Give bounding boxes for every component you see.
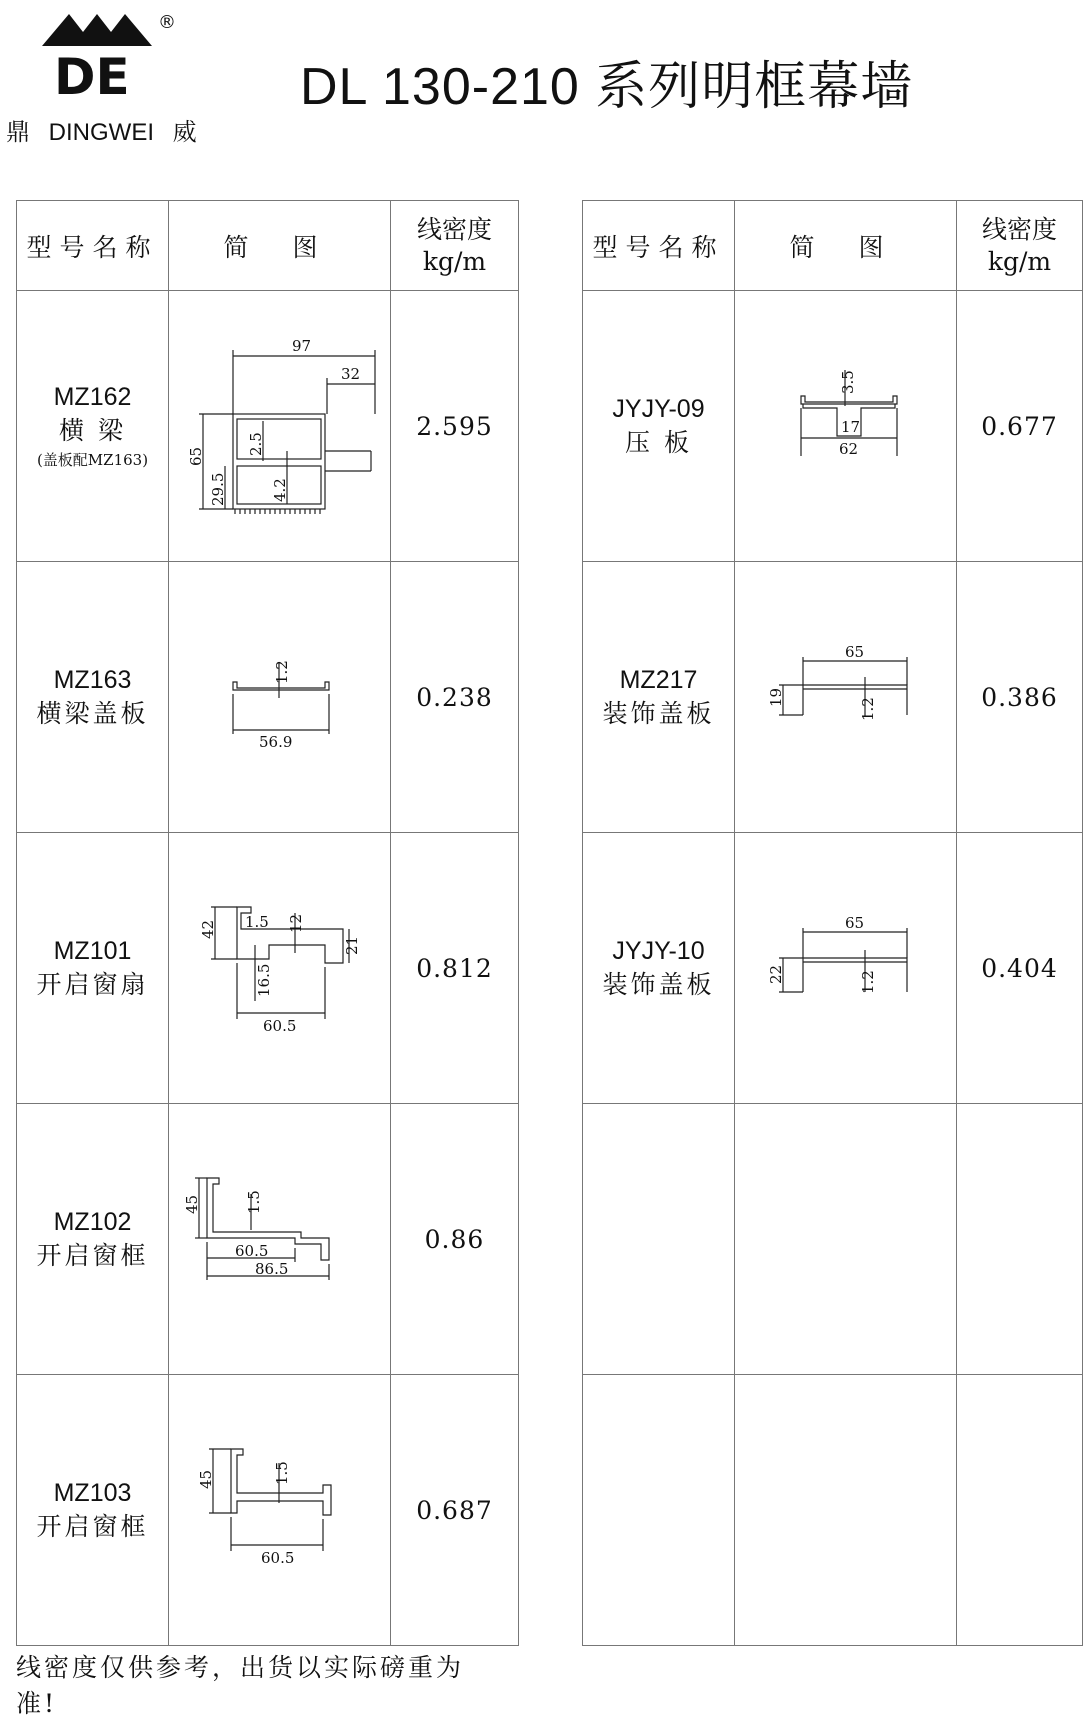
density-cell: 0.404 — [957, 833, 1083, 1104]
svg-text:16.5: 16.5 — [254, 963, 273, 997]
model-code: MZ217 — [619, 666, 698, 694]
header-model: 型号名称 — [17, 201, 169, 291]
svg-text:17: 17 — [840, 418, 860, 436]
profile-drawing-cell — [169, 291, 391, 562]
profile-drawing-mz163 — [175, 642, 385, 752]
model-cell — [17, 833, 169, 1104]
table-header-row — [583, 201, 1083, 291]
model-cell — [583, 833, 735, 1104]
model-note: (盖板配MZ163) — [36, 451, 149, 469]
table-header-row — [17, 201, 519, 291]
svg-text:56.9: 56.9 — [258, 733, 292, 751]
density-disclaimer: 线密度仅供参考，出货以实际磅重为准! — [16, 1653, 465, 1718]
model-name: 开启窗扇 — [36, 970, 149, 999]
density-cell — [957, 1375, 1083, 1646]
brand-name: 鼎 DINGWEI 威 — [6, 118, 197, 146]
svg-text:21: 21 — [342, 935, 361, 955]
svg-text:65: 65 — [844, 643, 864, 661]
svg-text:4.2: 4.2 — [270, 478, 289, 502]
model-cell — [583, 291, 735, 562]
brand-logo — [6, 6, 206, 146]
page-title: DL 130-210 系列明框幕墙 — [300, 58, 914, 116]
density-cell: 0.86 — [391, 1104, 519, 1375]
model-name: 横 梁 — [59, 416, 126, 445]
density-cell: 0.812 — [391, 833, 519, 1104]
model-cell — [17, 1375, 169, 1646]
svg-text:DE: DE — [54, 48, 130, 96]
header-figure: 简 图 — [169, 201, 391, 291]
model-cell — [17, 562, 169, 833]
dingwei-logo-mark — [42, 6, 152, 96]
profile-drawing-cell — [735, 291, 957, 562]
svg-text:1.2: 1.2 — [858, 697, 877, 721]
svg-text:12: 12 — [286, 913, 305, 933]
profile-drawing-cell — [169, 1375, 391, 1646]
svg-text:1.2: 1.2 — [858, 970, 877, 994]
svg-text:86.5: 86.5 — [254, 1260, 288, 1278]
table-row — [583, 291, 1083, 562]
svg-text:42: 42 — [198, 919, 217, 939]
profile-drawing-mz162 — [175, 326, 385, 526]
table-row — [583, 562, 1083, 833]
svg-text:45: 45 — [196, 1469, 215, 1489]
profile-drawing-jyjy10 — [741, 908, 951, 1028]
model-cell — [583, 562, 735, 833]
table-row — [17, 291, 519, 562]
svg-text:22: 22 — [766, 964, 785, 984]
profile-drawing-cell — [169, 562, 391, 833]
model-name: 压 板 — [625, 428, 692, 457]
svg-text:1.2: 1.2 — [272, 660, 291, 684]
svg-text:1.5: 1.5 — [244, 913, 269, 931]
header-density: 线密度 kg/m — [391, 201, 519, 291]
svg-text:65: 65 — [844, 914, 864, 932]
svg-text:65: 65 — [186, 446, 205, 466]
profile-drawing-mz217 — [741, 637, 951, 757]
svg-text:1.5: 1.5 — [272, 1461, 291, 1485]
density-cell — [957, 1104, 1083, 1375]
table-row — [583, 1375, 1083, 1646]
model-cell — [583, 1104, 735, 1375]
model-name: 开启窗框 — [36, 1512, 149, 1541]
model-cell — [17, 1104, 169, 1375]
model-code: MZ163 — [53, 666, 132, 694]
model-name: 装饰盖板 — [602, 699, 715, 728]
model-name: 装饰盖板 — [602, 970, 715, 999]
table-row — [17, 833, 519, 1104]
model-code: JYJY-10 — [612, 937, 705, 965]
profile-drawing-cell — [735, 1375, 957, 1646]
svg-text:62: 62 — [838, 440, 858, 458]
density-cell: 0.386 — [957, 562, 1083, 833]
profile-drawing-jyjy09 — [741, 366, 951, 486]
model-code: MZ101 — [53, 937, 132, 965]
profile-drawing-mz102 — [175, 1164, 385, 1314]
density-cell: 0.238 — [391, 562, 519, 833]
profile-drawing-cell — [169, 1104, 391, 1375]
model-name: 横梁盖板 — [36, 699, 149, 728]
table-row — [17, 562, 519, 833]
profile-drawing-cell — [735, 562, 957, 833]
header-figure: 简 图 — [735, 201, 957, 291]
density-cell: 0.687 — [391, 1375, 519, 1646]
density-cell: 2.595 — [391, 291, 519, 562]
svg-text:60.5: 60.5 — [260, 1549, 294, 1567]
model-code: MZ102 — [53, 1208, 132, 1236]
profile-drawing-cell — [169, 833, 391, 1104]
svg-text:60.5: 60.5 — [262, 1017, 296, 1035]
table-row — [583, 1104, 1083, 1375]
svg-text:60.5: 60.5 — [234, 1242, 268, 1260]
model-code: MZ162 — [53, 383, 132, 411]
density-cell: 0.677 — [957, 291, 1083, 562]
table-row — [17, 1104, 519, 1375]
model-cell — [583, 1375, 735, 1646]
model-name: 开启窗框 — [36, 1241, 149, 1270]
profile-drawing-mz101 — [175, 893, 385, 1043]
profile-drawing-cell — [735, 1104, 957, 1375]
registered-mark: ® — [158, 12, 176, 33]
profile-drawing-mz103 — [175, 1435, 385, 1585]
table-row — [17, 1375, 519, 1646]
svg-text:29.5: 29.5 — [208, 472, 227, 506]
svg-text:19: 19 — [766, 687, 785, 707]
svg-text:2.5: 2.5 — [246, 432, 265, 456]
header-model: 型号名称 — [583, 201, 735, 291]
svg-text:32: 32 — [340, 365, 360, 383]
profile-drawing-cell — [735, 833, 957, 1104]
svg-text:1.5: 1.5 — [244, 1190, 263, 1214]
table-row — [583, 833, 1083, 1104]
header-density: 线密度 kg/m — [957, 201, 1083, 291]
profile-table-left — [16, 200, 519, 1646]
svg-text:45: 45 — [182, 1194, 201, 1214]
model-code: JYJY-09 — [612, 395, 705, 423]
svg-text:97: 97 — [291, 337, 311, 355]
model-code: MZ103 — [53, 1479, 132, 1507]
profile-table-right — [582, 200, 1083, 1646]
svg-text:3.5: 3.5 — [838, 370, 857, 394]
model-cell — [17, 291, 169, 562]
